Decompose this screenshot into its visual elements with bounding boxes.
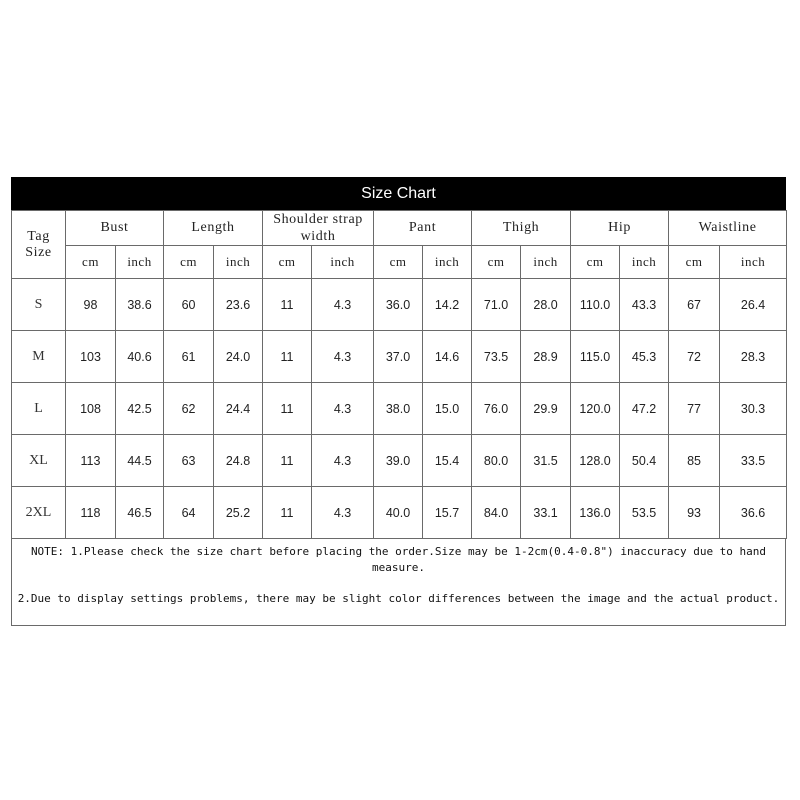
measurement-cell: 128.0 (571, 435, 620, 487)
tag-label: Tag (27, 228, 50, 244)
table-row (12, 331, 787, 383)
unit-inch: inch (620, 246, 669, 279)
measurement-cell: 60 (164, 279, 214, 331)
measurement-cell: 67 (669, 279, 720, 331)
measurement-cell: 45.3 (620, 331, 669, 383)
measurement-cell: 62 (164, 383, 214, 435)
unit-cm: cm (263, 246, 312, 279)
notes-section (11, 539, 786, 626)
unit-cm: cm (472, 246, 521, 279)
measurement-cell: 4.3 (312, 435, 374, 487)
size-chart-title: Size Chart (11, 177, 786, 210)
measurement-cell: 64 (164, 487, 214, 539)
measurement-cell: 43.3 (620, 279, 669, 331)
measurement-cell: 33.5 (720, 435, 787, 487)
measurement-cell: 24.4 (214, 383, 263, 435)
column-header-hip: Hip (571, 211, 669, 246)
unit-cm: cm (164, 246, 214, 279)
measurement-cell: 4.3 (312, 383, 374, 435)
measurement-cell: 98 (66, 279, 116, 331)
unit-inch: inch (423, 246, 472, 279)
measurement-cell: 80.0 (472, 435, 521, 487)
measurement-cell: 72 (669, 331, 720, 383)
header-row (12, 211, 787, 246)
measurement-cell: 36.0 (374, 279, 423, 331)
measurement-cell: 63 (164, 435, 214, 487)
tag-size-header (12, 211, 66, 279)
measurement-cell: 38.0 (374, 383, 423, 435)
note-1: NOTE: 1.Please check the size chart before placing the order.Size may be 1-2cm(0.4-0.8") inaccuracy due to hand measure. (30, 545, 767, 574)
measurement-cell: 115.0 (571, 331, 620, 383)
size-tag: M (12, 331, 66, 383)
measurement-cell: 28.0 (521, 279, 571, 331)
measurement-cell: 28.9 (521, 331, 571, 383)
measurement-cell: 31.5 (521, 435, 571, 487)
measurement-cell: 30.3 (720, 383, 787, 435)
measurement-cell: 36.6 (720, 487, 787, 539)
measurement-cell: 50.4 (620, 435, 669, 487)
measurement-cell: 118 (66, 487, 116, 539)
measurement-cell: 11 (263, 487, 312, 539)
measurement-cell: 73.5 (472, 331, 521, 383)
measurement-cell: 4.3 (312, 487, 374, 539)
unit-inch: inch (521, 246, 571, 279)
measurement-cell: 14.6 (423, 331, 472, 383)
measurement-cell: 76.0 (472, 383, 521, 435)
measurement-cell: 77 (669, 383, 720, 435)
measurement-cell: 14.2 (423, 279, 472, 331)
unit-inch: inch (116, 246, 164, 279)
unit-inch: inch (720, 246, 787, 279)
measurement-cell: 42.5 (116, 383, 164, 435)
measurement-cell: 37.0 (374, 331, 423, 383)
size-label: Size (25, 244, 52, 260)
measurement-cell: 47.2 (620, 383, 669, 435)
measurement-cell: 11 (263, 383, 312, 435)
measurement-cell: 4.3 (312, 279, 374, 331)
column-header-waistline: Waistline (669, 211, 787, 246)
measurement-cell: 24.8 (214, 435, 263, 487)
size-chart (11, 177, 786, 626)
size-tag: XL (12, 435, 66, 487)
measurement-cell: 33.1 (521, 487, 571, 539)
measurement-cell: 25.2 (214, 487, 263, 539)
unit-inch: inch (312, 246, 374, 279)
table-row (12, 383, 787, 435)
unit-inch: inch (214, 246, 263, 279)
measurement-cell: 44.5 (116, 435, 164, 487)
size-table (11, 210, 787, 539)
measurement-cell: 15.0 (423, 383, 472, 435)
measurement-cell: 85 (669, 435, 720, 487)
unit-cm: cm (374, 246, 423, 279)
size-tag: S (12, 279, 66, 331)
measurement-cell: 113 (66, 435, 116, 487)
unit-cm: cm (66, 246, 116, 279)
measurement-cell: 23.6 (214, 279, 263, 331)
measurement-cell: 40.6 (116, 331, 164, 383)
measurement-cell: 15.4 (423, 435, 472, 487)
measurement-cell: 4.3 (312, 331, 374, 383)
measurement-cell: 29.9 (521, 383, 571, 435)
unit-row (12, 246, 787, 279)
table-row (12, 487, 787, 539)
measurement-cell: 40.0 (374, 487, 423, 539)
column-header-shoulder-strap-width: Shoulder strap width (263, 211, 374, 246)
measurement-cell: 39.0 (374, 435, 423, 487)
note-2: 2.Due to display settings problems, there may be slight color differences between the image and the actual product. (17, 592, 780, 605)
size-tag: L (12, 383, 66, 435)
measurement-cell: 53.5 (620, 487, 669, 539)
measurement-cell: 11 (263, 279, 312, 331)
column-header-pant: Pant (374, 211, 472, 246)
measurement-cell: 93 (669, 487, 720, 539)
table-row (12, 435, 787, 487)
measurement-cell: 110.0 (571, 279, 620, 331)
measurement-cell: 120.0 (571, 383, 620, 435)
measurement-cell: 84.0 (472, 487, 521, 539)
measurement-cell: 28.3 (720, 331, 787, 383)
measurement-cell: 61 (164, 331, 214, 383)
unit-cm: cm (669, 246, 720, 279)
measurement-cell: 38.6 (116, 279, 164, 331)
size-rows (12, 279, 787, 539)
measurement-cell: 11 (263, 331, 312, 383)
measurement-cell: 46.5 (116, 487, 164, 539)
measurement-cell: 26.4 (720, 279, 787, 331)
measurement-cell: 136.0 (571, 487, 620, 539)
column-header-thigh: Thigh (472, 211, 571, 246)
measurement-cell: 103 (66, 331, 116, 383)
measurement-cell: 15.7 (423, 487, 472, 539)
measurement-cell: 108 (66, 383, 116, 435)
unit-cm: cm (571, 246, 620, 279)
column-header-length: Length (164, 211, 263, 246)
measurement-cell: 11 (263, 435, 312, 487)
table-row (12, 279, 787, 331)
measurement-cell: 71.0 (472, 279, 521, 331)
column-header-bust: Bust (66, 211, 164, 246)
measurement-cell: 24.0 (214, 331, 263, 383)
size-tag: 2XL (12, 487, 66, 539)
